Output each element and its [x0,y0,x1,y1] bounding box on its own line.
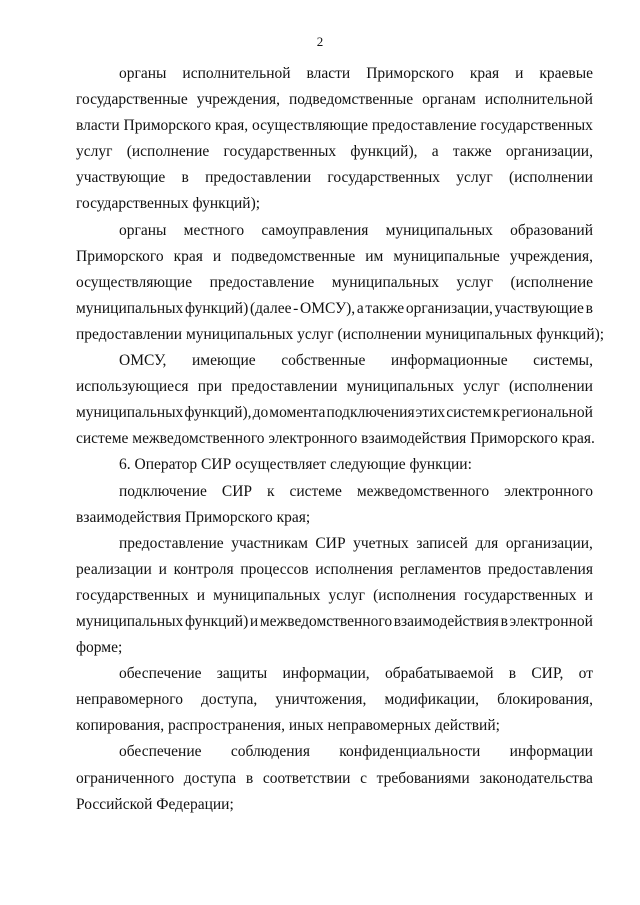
page-number: 2 [316,34,324,49]
text-line: органы местного самоуправления муниципальных образований [119,221,593,239]
text-line: предоставление участникам СИР учетных записей для организации, [119,534,593,552]
text-line: муниципальных функций) (далее - ОМСУ), а также организации, участвующие в [76,299,593,317]
paragraph [76,479,593,531]
text-line: подключение СИР к системе межведомственного электронного [119,482,593,500]
paragraph [76,531,593,661]
paragraph [76,61,593,218]
text-line: муниципальных функций) и межведомственного взаимодействия в электронной [76,612,593,630]
paragraph [76,218,605,348]
document-body [76,61,605,818]
text-line: государственных функций); [76,195,261,213]
text-line: государственных и муниципальных услуг (исполнения государственных и [76,586,593,604]
text-line: неправомерного доступа, уничтожения, модификации, блокирования, [76,691,593,709]
text-line: взаимодействия Приморского края; [76,508,311,526]
text-line: ОМСУ, имеющие собственные информационные системы, [119,352,593,370]
text-line: обеспечение соблюдения конфиденциальности информации [119,743,593,761]
text-line: государственные учреждения, подведомственные органам исполнительной [76,91,593,109]
text-line: копирования, распространения, иных неправомерных действий; [76,717,500,735]
text-line: участвующие в предоставлении государственных услуг (исполнении [76,169,593,187]
text-line: использующиеся при предоставлении муниципальных услуг (исполнении [76,378,593,396]
text-line: обеспечение защиты информации, обрабатываемой в СИР, от [119,665,593,683]
text-line: системе межведомственного электронного взаимодействия Приморского края. [76,430,595,448]
text-line: форме; [76,639,123,657]
text-line: власти Приморского края, осуществляющие предоставление государственных [76,117,593,135]
text-line: Приморского края и подведомственные им муниципальные учреждения, [76,247,593,265]
text-line: Российской Федерации; [76,795,234,813]
text-line: 6. Оператор СИР осуществляет следующие функции: [119,456,472,474]
paragraph [76,661,593,739]
text-line: предоставлении муниципальных услуг (исполнении муниципальных функций); [76,325,605,343]
paragraph [76,739,593,817]
text-line: услуг (исполнение государственных функций), а также организации, [76,143,593,161]
text-line: реализации и контроля процессов исполнения регламентов предоставления [76,560,593,578]
text-line: муниципальных функций), до момента подключения этих систем к региональной [76,404,593,422]
text-line: ограниченного доступа в соответствии с требованиями законодательства [76,769,593,787]
paragraph [76,348,593,452]
text-line: осуществляющие предоставление муниципальных услуг (исполнение [76,273,593,291]
paragraph [76,452,593,478]
text-line: органы исполнительной власти Приморского края и краевые [119,65,593,82]
